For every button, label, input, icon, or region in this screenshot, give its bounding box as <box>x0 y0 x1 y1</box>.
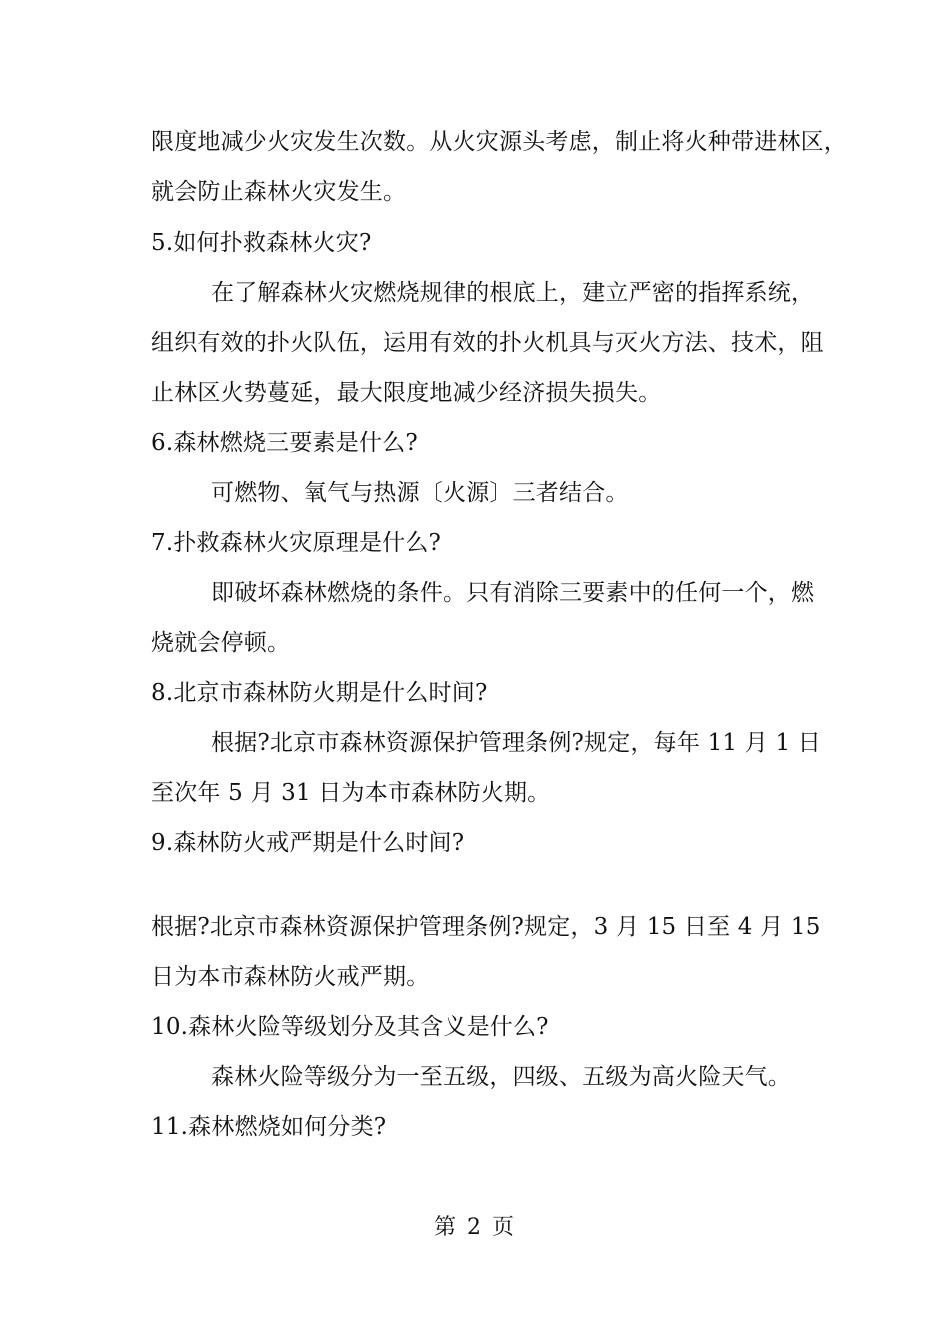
question-heading: 9.森林防火戒严期是什么时间? <box>151 830 465 856</box>
answer-line: 根据?北京市森林资源保护管理条例?规定，每年 11 月 1 日 <box>211 730 822 756</box>
question-heading: 7.扑救森林火灾原理是什么? <box>151 530 442 556</box>
answer-line: 组织有效的扑火队伍，运用有效的扑火机具与灭火方法、技术，阻 <box>151 330 824 356</box>
question-heading: 11.森林燃烧如何分类? <box>151 1114 387 1140</box>
page-number-footer: 第 2 页 <box>434 1215 516 1240</box>
answer-line: 至次年 5 月 31 日为本市森林防火期。 <box>151 780 551 806</box>
question-heading: 5.如何扑救森林火灾? <box>151 230 372 256</box>
answer-line: 在了解森林火灾燃烧规律的根底上，建立严密的指挥系统， <box>211 280 815 306</box>
paragraph-line: 限度地减少火灾发生次数。从火灾源头考虑，制止将火种带进林区， <box>151 129 847 155</box>
answer-line: 可燃物、氧气与热源〔火源〕三者结合。 <box>211 480 629 506</box>
answer-line: 止林区火势蔓延，最大限度地减少经济损失损失。 <box>151 380 662 406</box>
answer-line: 即破坏森林燃烧的条件。只有消除三要素中的任何一个，燃 <box>211 580 815 606</box>
answer-line: 日为本市森林防火戒严期。 <box>151 964 430 990</box>
question-heading: 8.北京市森林防火期是什么时间? <box>151 680 488 706</box>
question-heading: 6.森林燃烧三要素是什么? <box>151 430 418 456</box>
answer-line: 烧就会停顿。 <box>151 630 291 656</box>
answer-line: 根据?北京市森林资源保护管理条例?规定，3 月 15 日至 4 月 15 <box>151 914 821 940</box>
question-heading: 10.森林火险等级划分及其含义是什么? <box>151 1014 549 1040</box>
paragraph-line: 就会防止森林火灾发生。 <box>151 179 407 205</box>
answer-line: 森林火险等级分为一至五级，四级、五级为高火险天气。 <box>211 1064 791 1090</box>
